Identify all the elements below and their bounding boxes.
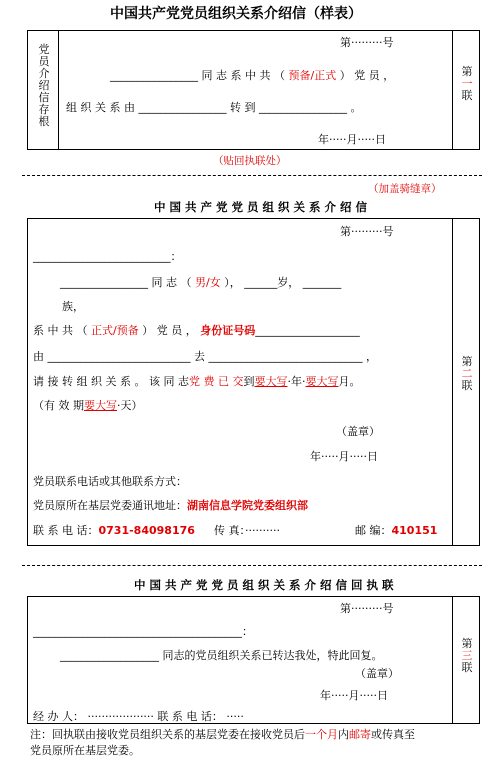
- letter-right-divider: [452, 218, 453, 546]
- side-label-2: 第 二 联: [461, 355, 473, 392]
- letter-line-3: 由 __________________________ 去 ____________________________ ，: [33, 350, 377, 363]
- letter-line-2: 系 中 共 （ 正式/预备 ） 党 员 ， 身份证号码___________________: [33, 324, 360, 337]
- receipt-right-divider: [452, 596, 453, 724]
- stub-left-divider: [58, 30, 59, 150]
- letter-line-5: （有 效 期要大写·天）: [33, 399, 143, 412]
- stub-label: 党 员 介 绍 信 存 根: [38, 43, 50, 128]
- letter-seal: （盖章）: [336, 425, 380, 438]
- stub-number-line: 第·········号: [340, 36, 394, 49]
- stub-date: 年·····月·····日: [318, 133, 386, 146]
- stub-line-2: 组 织 关 系 由 ________________ 转 到 ________________ 。: [66, 101, 362, 114]
- stamp-note: （加盖骑缝章）: [368, 183, 442, 195]
- receipt-line-1: __________________ 同志的党员组织关系已转达我处，特此回复。: [60, 649, 383, 662]
- page-title: 中国共产党党员组织关系介绍信（样表）: [110, 6, 362, 22]
- receipt-title: 中 国 共 产 党 党 员 组 织 关 系 介 绍 信 回 执 联: [134, 578, 394, 592]
- receipt-number-line: 第·········号: [340, 602, 394, 615]
- cut-line-1: [22, 175, 482, 176]
- letter-tel: 联 系 电 话：0731-84098176: [33, 524, 195, 537]
- cut-line-2: [22, 565, 482, 566]
- letter-line-1: ________________ 同 志 （ 男/女 ）， ______岁， _______: [60, 276, 342, 289]
- letter-date: 年·····月·····日: [310, 450, 378, 463]
- letter-postcode: 邮 编：410151: [355, 524, 438, 537]
- letter-number-line: 第·········号: [340, 225, 394, 238]
- receipt-seal: （盖章）: [355, 667, 399, 680]
- stub-line-1: ________________ 同 志 系 中 共 （ 预备/正式 ） 党 员 ，: [110, 69, 395, 82]
- letter-contact: 党员联系电话或其他联系方式：: [33, 475, 187, 488]
- stub-right-divider: [452, 30, 453, 150]
- letter-line-4: 请 接 转 组 织 关 系 。 该 同 志党 费 已 交到要大写·年·要大写月。: [33, 375, 361, 388]
- footnote-line-1: 注：回执联由接收党员组织关系的基层党委在接收党员后一个月内邮寄或传真至: [30, 728, 415, 741]
- receipt-handler: 经 办 人： ··················· 联 系 电 话： ·····: [33, 710, 244, 723]
- receipt-addressee: ______________________________________：: [33, 625, 253, 638]
- footnote-line-2: 党员原所在基层党委。: [30, 744, 140, 757]
- stub-section: [27, 30, 480, 150]
- paste-receipt-note: （贴回执联处）: [213, 155, 287, 167]
- side-label-3: 第 三 联: [461, 637, 473, 674]
- receipt-date: 年·····月·····日: [320, 689, 388, 702]
- letter-title: 中 国 共 产 党 党 员 组 织 关 系 介 绍 信: [154, 200, 368, 214]
- letter-line-1b: 族，: [62, 300, 84, 313]
- letter-address: 党员原所在基层党委通讯地址：湖南信息学院党委组织部: [33, 499, 308, 512]
- letter-addressee: _________________________：: [33, 250, 182, 263]
- letter-fax: 传 真：··········: [214, 524, 280, 537]
- side-label-1: 第 一 联: [461, 65, 473, 102]
